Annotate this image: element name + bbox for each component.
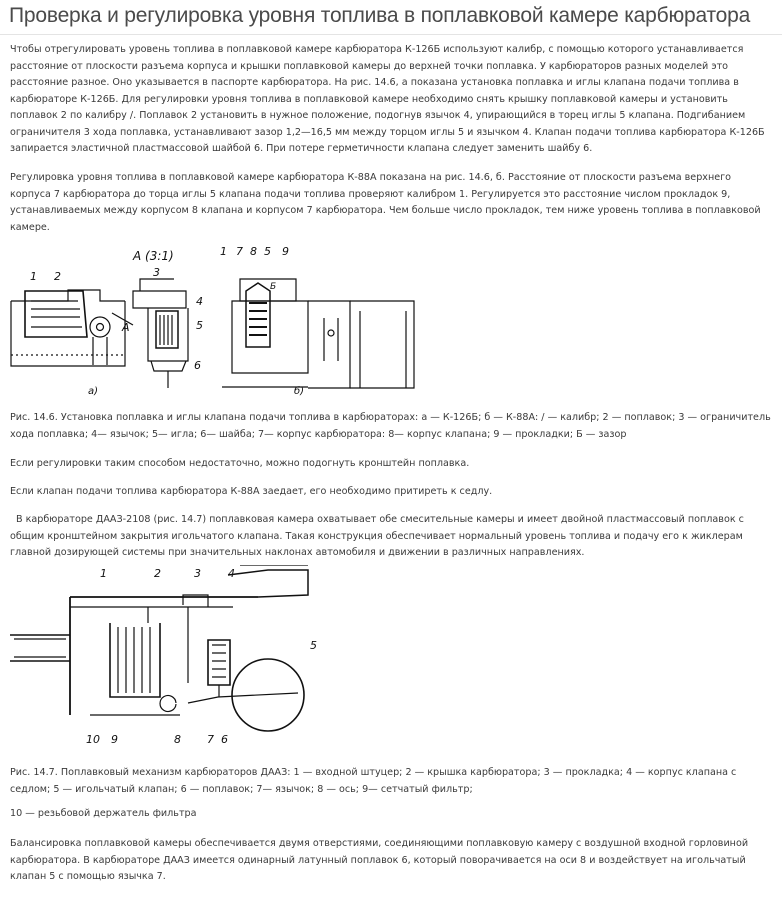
page-title: Проверка и регулировка уровня топлива в поплавковой камере карбюратора	[9, 4, 751, 27]
fig147-label-5: 5	[310, 639, 317, 652]
fig146-detail-label-4: 4	[196, 295, 203, 308]
paragraph-bracket: Если регулировки таким способом недостаточно, можно подогнуть кронштейн поплавка.	[10, 458, 470, 469]
fig146b-gap: Б	[270, 282, 277, 292]
fig146-detail-label-3: 3	[153, 266, 160, 279]
fig146-view-a: А	[122, 321, 130, 334]
fig147-label-8: 8	[174, 733, 181, 746]
fig147-label-6: 6	[221, 733, 228, 746]
figure-14-6-caption: Рис. 14.6. Установка поплавка и иглы клапана подачи топлива в карбюраторах: а — К-126Б; б — К-88А: / — калибр; 2 — поплавок; 3 — ограничитель хода поплавка; 4— язычок; 5— игла; 6— шайба; 7— корпус карбюратора: 8— корпус клапана; 9 — прокладки; Б — зазор	[10, 412, 771, 440]
fig146-label-1: 1	[30, 270, 37, 283]
paragraph-intro: Чтобы отрегулировать уровень топлива в поплавковой камере карбюратора К-126Б используют калибр, с помощью которого устанавливается расстояние от плоскости разъема корпуса и крышки поплавковой камеры до верхней точки поплавка. У карбюраторов разных моделей это расстояние разное. Оно указывается в паспорте карбюратора. На рис. 14.6, а показана установка поплавка и иглы клапана подачи топлива в карбюраторе К-126Б. Для регулировки уровня топлива в поплавковой камере необходимо снять крышку поплавковой камеры и установить поплавок 2 по калибру /. Поплавок 2 установить в нужное положение, подогнув язычок 4, упирающийся в торец иглы 5 клапана. Подгибанием ограничителя 3 хода поплавка, устанавливают зазор 1,2—16,5 мм между торцом иглы 5 и язычком 4. Клапан подачи топлива карбюратора К-126Б запирается эластичной пластмассовой шайбой 6. При потере герметичности клапана следует заменить шайбу 6.	[10, 44, 765, 154]
fig146b-label-8: 8	[250, 245, 257, 258]
figure-14-7-caption-cont: 10 — резьбовой держатель фильтра	[10, 808, 197, 819]
fig146b-label-1: 1	[220, 245, 227, 258]
fig147-label-1: 1	[100, 567, 107, 580]
fig146b-label-7: 7	[236, 245, 243, 258]
paragraph-balancing: Балансировка поплавковой камеры обеспечивается двумя отверстиями, соединяющими поплавковую камеру с воздушной входной горловиной карбюратора. В карбюраторе ДААЗ имеется одинарный латунный поплавок 6, который поворачивается на оси 8 и воздействует на игольчатый клапан 5 с помощью язычка 7.	[10, 838, 749, 882]
fig146b-label-5: 5	[264, 245, 271, 258]
fig147-label-10: 10	[86, 733, 100, 746]
fig147-label-2: 2	[154, 567, 161, 580]
paragraph-k88a: Регулировка уровня топлива в поплавковой камере карбюратора К-88А показана на рис. 14.6, б. Расстояние от плоскости разъема верхнего корпуса 7 карбюратора до торца иглы 5 клапана подачи топлива проверяют калибром 1. Регулируется это расстояние числом прокладок 9, устанавливаемых между корпусом 8 клапана и корпусом 7 карбюратора. Чем больше число прокладок, тем ниже уровень топлива в поплавковой камере.	[10, 172, 761, 233]
fig147-label-3: 3	[194, 567, 201, 580]
fig146-detail-label-6: 6	[194, 359, 201, 372]
fig146-detail-label-5: 5	[196, 319, 203, 332]
fig147-label-9: 9	[111, 733, 118, 746]
fig146-sub-a: а)	[88, 386, 99, 397]
fig147-label-4: 4	[228, 567, 235, 580]
fig146-label-2: 2	[54, 270, 61, 283]
fig146b-label-9: 9	[282, 245, 289, 258]
fig147-label-7: 7	[207, 733, 214, 746]
paragraph-daaz: В карбюраторе ДААЗ-2108 (рис. 14.7) поплавковая камера охватывает обе смесительные камеры и имеет двойной пластмассовый поплавок с общим кронштейном закрытия игольчатого клапана. Такая конструкция обеспечивает нормальный уровень топлива и подачу его к жиклерам главной дозирующей системы при значительных наклонах автомобиля и движении в различных направлениях.	[10, 514, 744, 558]
fig146-detail-label: А (3:1)	[133, 249, 174, 263]
figure-14-6	[8, 243, 428, 400]
paragraph-valve: Если клапан подачи топлива карбюратора К-88А заедает, его необходимо притиреть к седлу.	[10, 486, 493, 497]
title-divider	[0, 34, 782, 35]
figure-14-7	[8, 565, 348, 750]
fig146-sub-b: б)	[294, 386, 305, 397]
figure-14-7-caption: Рис. 14.7. Поплавковый механизм карбюраторов ДААЗ: 1 — входной штуцер; 2 — крышка карбюратора; 3 — прокладка; 4 — корпус клапана с седлом; 5 — игольчатый клапан; 6 — поплавок; 7— язычок; 8 — ось; 9— сетчатый фильтр;	[10, 767, 737, 795]
